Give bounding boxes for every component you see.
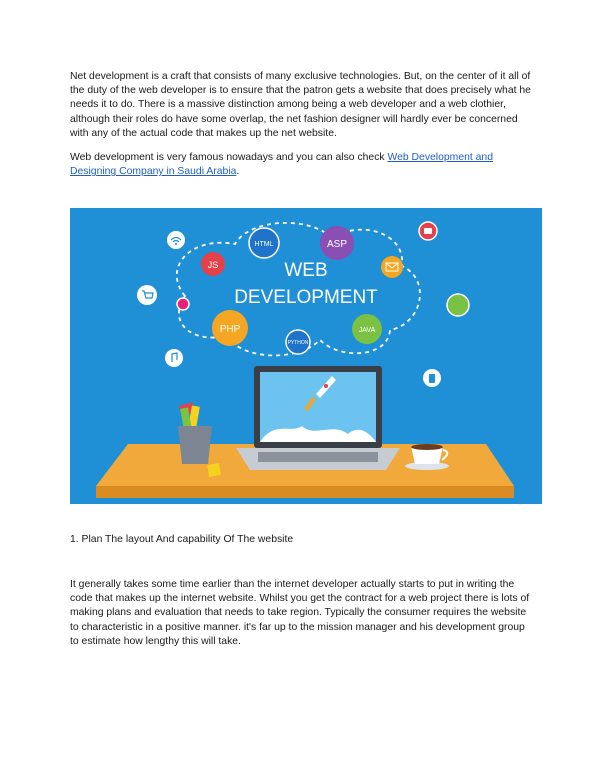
html-bubble [249, 228, 279, 258]
svg-text:PHP: PHP [219, 324, 241, 335]
svg-text:PYTHON: PYTHON [287, 340, 309, 346]
cart-icon [137, 285, 157, 305]
company-link[interactable]: Web Development and Designing Company in Saudi Arabia [70, 152, 493, 178]
python-bubble [286, 330, 310, 354]
pink-dot [177, 298, 189, 310]
illustration-title-line1: WEB [284, 260, 328, 281]
music-icon [165, 349, 183, 367]
bottle-icon [423, 369, 441, 387]
body-paragraph: It generally takes some time earlier than the internet developer actually starts to put in writing the code that makes up the internet website. Whilst you get the contract for a web project there is lots of making plans and evaluation that needs to take region. Typically the consumer requires the website to characteristic in a positive manner. it's far up to the mission manager and his development group to estimate how lengthy this will take. [70, 579, 530, 647]
svg-text:ASP: ASP [326, 239, 348, 250]
wifi-icon [167, 231, 185, 249]
mail-icon [381, 256, 403, 278]
illustration-svg [70, 208, 542, 504]
svg-text:JAVA: JAVA [358, 327, 376, 334]
illustration-title-line2: DEVELOPMENT [234, 287, 378, 308]
reference-paragraph [70, 151, 536, 179]
java-bubble [352, 314, 382, 344]
web-development-illustration [70, 208, 542, 504]
video-icon [419, 222, 437, 240]
green-dot [447, 294, 469, 316]
js-bubble [201, 252, 225, 276]
sticky-note [207, 463, 221, 477]
reference-period: . [236, 166, 240, 178]
svg-text:HTML: HTML [254, 241, 274, 248]
reference-text: Web development is very famous nowadays and you can also check [70, 152, 388, 163]
asp-bubble [320, 226, 354, 260]
php-bubble [212, 310, 248, 346]
svg-text:JS: JS [207, 260, 219, 270]
intro-paragraph: Net development is a craft that consists of many exclusive technologies. But, on the center of it all of the duty of the web developer is to ensure that the patron gets a website that does precisely what he needs it to do. There is a massive distinction among being a web developer and a web clothier, although their roles do have some overlap, the net fashion designer will hardly ever be concerned with any of the actual code that makes up the net website. [70, 71, 531, 139]
laptop [236, 366, 400, 470]
desk-edge [96, 486, 514, 498]
section-heading: 1. Plan The layout And capability Of The website [70, 534, 294, 545]
